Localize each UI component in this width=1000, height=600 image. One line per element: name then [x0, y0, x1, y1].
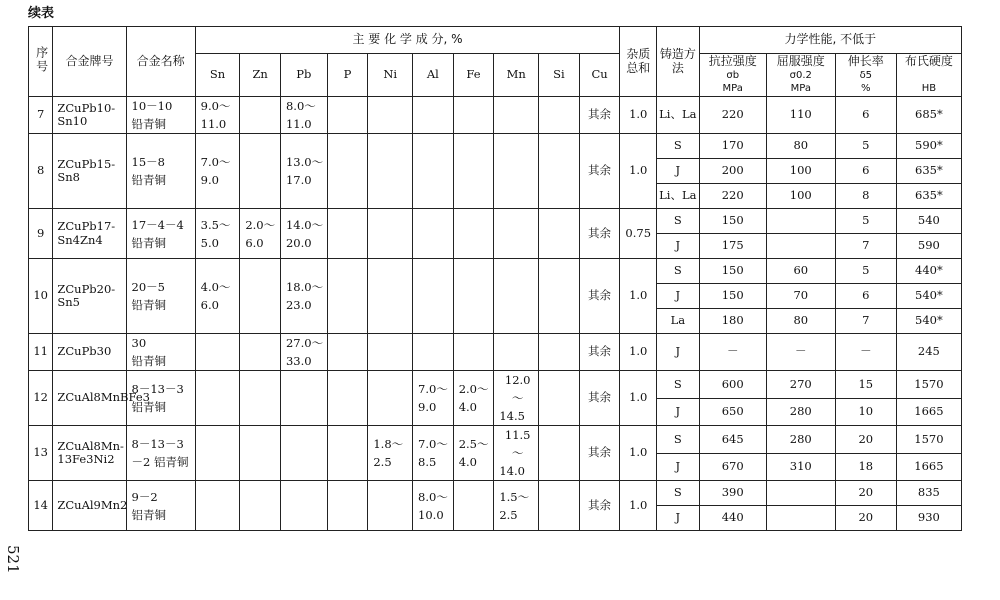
cell-hb: 835	[896, 481, 961, 506]
cell-ni	[368, 134, 413, 209]
cell-hb: 685*	[896, 97, 961, 134]
cell-seq: 13	[29, 426, 53, 481]
cell-zn	[240, 134, 281, 209]
cell-method: La	[657, 309, 700, 334]
cell-p	[327, 426, 368, 481]
cell-p	[327, 209, 368, 259]
cell-sn	[195, 334, 240, 371]
cell-method: S	[657, 371, 700, 399]
cell-tensile: 390	[699, 481, 766, 506]
table-row	[29, 371, 962, 399]
alloy-composition-table	[28, 26, 962, 531]
cell-fe	[453, 134, 494, 209]
cell-pb: 27.0～ 33.0	[280, 334, 327, 371]
cell-method: Li、La	[657, 97, 700, 134]
cell-elong: 15	[835, 371, 896, 399]
header-hardness-label: 布氏硬度	[904, 54, 953, 69]
cell-yield: 100	[766, 159, 835, 184]
cell-elong: 8	[835, 184, 896, 209]
cell-zn	[240, 97, 281, 134]
header-yield	[766, 54, 835, 97]
cell-tensile: 670	[699, 453, 766, 481]
cell-al	[413, 334, 454, 371]
cell-tensile: －	[699, 334, 766, 371]
cell-al	[413, 134, 454, 209]
cell-yield: －	[766, 334, 835, 371]
cell-impurity: 1.0	[620, 259, 657, 334]
cell-name: 9－2 铝青铜	[126, 481, 195, 531]
cell-pb: 14.0～ 20.0	[280, 209, 327, 259]
cell-cu: 其余	[579, 259, 620, 334]
cell-fe	[453, 97, 494, 134]
cell-seq: 10	[29, 259, 53, 334]
header-elong-unit: %	[861, 82, 871, 94]
cell-yield: 280	[766, 426, 835, 454]
cell-elong: 20	[835, 481, 896, 506]
cell-mn	[494, 97, 539, 134]
cell-name: 8－13－3 铝青铜	[126, 371, 195, 426]
cell-elong: 5	[835, 134, 896, 159]
table-row	[29, 481, 962, 506]
cell-hb: 590*	[896, 134, 961, 159]
cell-si	[539, 334, 580, 371]
cell-mn	[494, 334, 539, 371]
table-row	[29, 97, 962, 134]
header-tensile-unit: MPa	[722, 82, 743, 94]
cell-cu: 其余	[579, 334, 620, 371]
cell-method: Li、La	[657, 184, 700, 209]
cell-cu: 其余	[579, 371, 620, 426]
cell-tensile: 150	[699, 259, 766, 284]
cell-zn	[240, 371, 281, 426]
table-row	[29, 209, 962, 234]
cell-mn: 12.0～ 14.5	[494, 371, 539, 426]
cell-sn: 4.0～ 6.0	[195, 259, 240, 334]
cell-impurity: 0.75	[620, 209, 657, 259]
cell-si	[539, 426, 580, 481]
header-element-p: P	[327, 54, 368, 97]
cell-name: 8－13－3 －2 铝青铜	[126, 426, 195, 481]
cell-cu: 其余	[579, 134, 620, 209]
header-chem-group: 主 要 化 学 成 分, %	[195, 27, 620, 54]
cell-hb: 540*	[896, 309, 961, 334]
cell-si	[539, 481, 580, 531]
cell-impurity: 1.0	[620, 481, 657, 531]
cell-elong: 20	[835, 426, 896, 454]
cell-hb: 245	[896, 334, 961, 371]
cell-yield: 80	[766, 134, 835, 159]
cell-yield	[766, 481, 835, 506]
cell-si	[539, 97, 580, 134]
cell-pb: 13.0～ 17.0	[280, 134, 327, 209]
header-yield-label: 屈服强度	[776, 54, 825, 69]
cell-yield	[766, 209, 835, 234]
cell-tensile: 440	[699, 506, 766, 531]
cell-hb: 1570	[896, 426, 961, 454]
table-body	[29, 97, 962, 531]
cell-grade: ZCuPb17-Sn4Zn4	[53, 209, 126, 259]
page-number: 521	[4, 545, 22, 574]
cell-method: J	[657, 234, 700, 259]
page-title: 续表	[28, 6, 55, 21]
cell-elong: 7	[835, 309, 896, 334]
cell-sn	[195, 426, 240, 481]
cell-hb: 635*	[896, 184, 961, 209]
header-tensile	[699, 54, 766, 97]
cell-yield: 310	[766, 453, 835, 481]
cell-impurity: 1.0	[620, 371, 657, 426]
cell-cu: 其余	[579, 481, 620, 531]
cell-p	[327, 334, 368, 371]
cell-method: S	[657, 481, 700, 506]
cell-method: S	[657, 426, 700, 454]
cell-name: 17－4－4 铅青铜	[126, 209, 195, 259]
cell-p	[327, 481, 368, 531]
cell-zn	[240, 259, 281, 334]
cell-hb: 635*	[896, 159, 961, 184]
cell-ni	[368, 97, 413, 134]
cell-method: S	[657, 134, 700, 159]
cell-zn	[240, 426, 281, 481]
cell-name: 20－5 铅青铜	[126, 259, 195, 334]
header-element-cu: Cu	[579, 54, 620, 97]
table-row	[29, 334, 962, 371]
header-hardness-unit: HB	[921, 82, 937, 94]
cell-seq: 7	[29, 97, 53, 134]
cell-p	[327, 134, 368, 209]
cell-hb: 1665	[896, 453, 961, 481]
header-elong-symbol: δ5	[859, 69, 873, 81]
cell-sn	[195, 371, 240, 426]
cell-tensile: 150	[699, 209, 766, 234]
cell-elong: 6	[835, 159, 896, 184]
header-yield-unit: MPa	[790, 82, 811, 94]
cell-tensile: 180	[699, 309, 766, 334]
cell-yield	[766, 506, 835, 531]
header-elong-label: 伸长率	[847, 54, 884, 69]
header-element-al: Al	[413, 54, 454, 97]
cell-mn: 11.5～ 14.0	[494, 426, 539, 481]
cell-tensile: 645	[699, 426, 766, 454]
cell-si	[539, 134, 580, 209]
cell-yield: 70	[766, 284, 835, 309]
cell-tensile: 220	[699, 184, 766, 209]
header-yield-symbol: σ0.2	[789, 69, 812, 81]
cell-grade: ZCuAl8Mn-13Fe3Ni2	[53, 426, 126, 481]
cell-tensile: 175	[699, 234, 766, 259]
cell-mn	[494, 259, 539, 334]
header-element-mn: Mn	[494, 54, 539, 97]
cell-yield: 100	[766, 184, 835, 209]
header-element-zn: Zn	[240, 54, 281, 97]
cell-p	[327, 371, 368, 426]
cell-elong: 18	[835, 453, 896, 481]
cell-impurity: 1.0	[620, 426, 657, 481]
cell-sn: 9.0～ 11.0	[195, 97, 240, 134]
header-elong	[835, 54, 896, 97]
cell-tensile: 650	[699, 398, 766, 426]
cell-tensile: 200	[699, 159, 766, 184]
cell-cu: 其余	[579, 209, 620, 259]
header-element-si: Si	[539, 54, 580, 97]
cell-seq: 8	[29, 134, 53, 209]
table-row	[29, 134, 962, 159]
cell-elong: －	[835, 334, 896, 371]
cell-elong: 20	[835, 506, 896, 531]
header-method: 铸造方法	[657, 27, 700, 97]
table-row	[29, 426, 962, 454]
cell-yield: 110	[766, 97, 835, 134]
cell-grade: ZCuPb15-Sn8	[53, 134, 126, 209]
cell-al: 8.0～ 10.0	[413, 481, 454, 531]
cell-elong: 6	[835, 284, 896, 309]
cell-pb: 8.0～ 11.0	[280, 97, 327, 134]
cell-al: 7.0～ 8.5	[413, 426, 454, 481]
cell-sn	[195, 481, 240, 531]
cell-yield: 80	[766, 309, 835, 334]
cell-grade: ZCuPb30	[53, 334, 126, 371]
header-element-ni: Ni	[368, 54, 413, 97]
header-tensile-symbol: σb	[726, 69, 740, 81]
header-tensile-label: 抗拉强度	[708, 54, 757, 69]
header-element-fe: Fe	[453, 54, 494, 97]
cell-hb: 440*	[896, 259, 961, 284]
cell-grade: ZCuAl9Mn2	[53, 481, 126, 531]
cell-mn: 1.5～ 2.5	[494, 481, 539, 531]
cell-elong: 5	[835, 209, 896, 234]
cell-ni	[368, 259, 413, 334]
cell-name: 10－10 铅青铜	[126, 97, 195, 134]
cell-impurity: 1.0	[620, 134, 657, 209]
cell-al	[413, 259, 454, 334]
cell-tensile: 170	[699, 134, 766, 159]
cell-sn: 3.5～ 5.0	[195, 209, 240, 259]
cell-seq: 12	[29, 371, 53, 426]
cell-grade: ZCuPb20-Sn5	[53, 259, 126, 334]
cell-yield: 280	[766, 398, 835, 426]
table-row	[29, 259, 962, 284]
cell-grade: ZCuPb10-Sn10	[53, 97, 126, 134]
cell-pb	[280, 481, 327, 531]
cell-ni: 1.8～ 2.5	[368, 426, 413, 481]
cell-yield: 60	[766, 259, 835, 284]
cell-grade: ZCuAl8MnBFe3	[53, 371, 126, 426]
cell-mn	[494, 209, 539, 259]
cell-seq: 11	[29, 334, 53, 371]
cell-fe	[453, 334, 494, 371]
cell-hb: 930	[896, 506, 961, 531]
cell-hb: 1570	[896, 371, 961, 399]
cell-yield	[766, 234, 835, 259]
cell-si	[539, 209, 580, 259]
cell-fe	[453, 259, 494, 334]
header-impurity: 杂质总和	[620, 27, 657, 97]
cell-p	[327, 97, 368, 134]
cell-method: J	[657, 398, 700, 426]
cell-method: J	[657, 284, 700, 309]
cell-impurity: 1.0	[620, 97, 657, 134]
cell-method: J	[657, 159, 700, 184]
cell-si	[539, 259, 580, 334]
cell-name: 30 铅青铜	[126, 334, 195, 371]
cell-tensile: 150	[699, 284, 766, 309]
cell-elong: 6	[835, 97, 896, 134]
table-header	[29, 27, 962, 97]
cell-elong: 5	[835, 259, 896, 284]
header-seq: 序号	[29, 27, 53, 97]
cell-hb: 1665	[896, 398, 961, 426]
cell-fe: 2.0～ 4.0	[453, 371, 494, 426]
cell-hb: 590	[896, 234, 961, 259]
cell-pb: 18.0～ 23.0	[280, 259, 327, 334]
header-element-pb: Pb	[280, 54, 327, 97]
cell-method: J	[657, 334, 700, 371]
cell-cu: 其余	[579, 426, 620, 481]
cell-cu: 其余	[579, 97, 620, 134]
header-hardness	[896, 54, 961, 97]
cell-hb: 540	[896, 209, 961, 234]
cell-fe: 2.5～ 4.0	[453, 426, 494, 481]
cell-impurity: 1.0	[620, 334, 657, 371]
header-hardness-symbol	[899, 69, 959, 82]
cell-pb	[280, 371, 327, 426]
cell-method: J	[657, 453, 700, 481]
header-grade: 合金牌号	[53, 27, 126, 97]
cell-zn	[240, 334, 281, 371]
cell-p	[327, 259, 368, 334]
header-element-sn: Sn	[195, 54, 240, 97]
cell-ni	[368, 209, 413, 259]
cell-mn	[494, 134, 539, 209]
cell-method: S	[657, 209, 700, 234]
cell-name: 15－8 铅青铜	[126, 134, 195, 209]
cell-al: 7.0～ 9.0	[413, 371, 454, 426]
cell-method: S	[657, 259, 700, 284]
cell-elong: 10	[835, 398, 896, 426]
cell-tensile: 600	[699, 371, 766, 399]
header-mech-group: 力学性能, 不低于	[699, 27, 961, 54]
cell-zn: 2.0～ 6.0	[240, 209, 281, 259]
cell-method: J	[657, 506, 700, 531]
cell-ni	[368, 334, 413, 371]
cell-pb	[280, 426, 327, 481]
header-name: 合金名称	[126, 27, 195, 97]
cell-hb: 540*	[896, 284, 961, 309]
cell-sn: 7.0～ 9.0	[195, 134, 240, 209]
cell-tensile: 220	[699, 97, 766, 134]
cell-fe	[453, 209, 494, 259]
cell-al	[413, 97, 454, 134]
cell-seq: 9	[29, 209, 53, 259]
cell-seq: 14	[29, 481, 53, 531]
cell-ni	[368, 481, 413, 531]
cell-elong: 7	[835, 234, 896, 259]
cell-zn	[240, 481, 281, 531]
cell-fe	[453, 481, 494, 531]
cell-ni	[368, 371, 413, 426]
cell-si	[539, 371, 580, 426]
cell-yield: 270	[766, 371, 835, 399]
cell-al	[413, 209, 454, 259]
